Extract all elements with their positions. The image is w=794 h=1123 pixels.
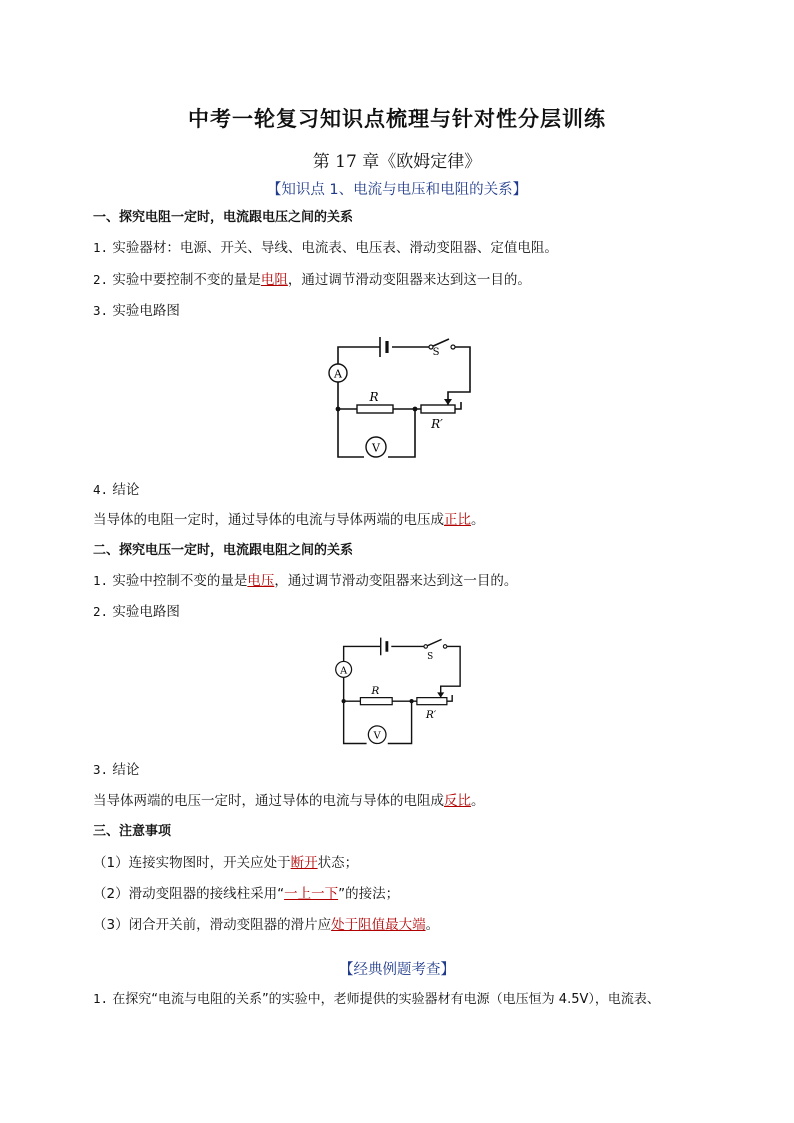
section-heading-3: 三、注意事项: [93, 824, 172, 839]
junction-node: [336, 407, 341, 412]
line-number: 2.: [93, 272, 109, 287]
answer-text: 电阻: [260, 272, 288, 288]
line-text: 当导体的电阻一定时，通过导体的电流与导体两端的电压成: [93, 512, 444, 528]
line-text: 滑动变阻器的接线柱采用“: [128, 886, 285, 902]
rheostat-symbol: [417, 698, 447, 705]
line-text: 实验电路图: [112, 604, 180, 620]
part1-line-3: [93, 299, 180, 319]
resistor-symbol: [357, 405, 393, 413]
junction-node: [413, 407, 418, 412]
line-text: 实验电路图: [112, 303, 180, 319]
line-number: 1.: [93, 573, 109, 588]
rheostat-symbol: [421, 405, 455, 413]
chapter-title: 第 17 章《欧姆定律》: [312, 152, 482, 172]
note-number: （3）: [93, 917, 129, 933]
note-1: [93, 851, 358, 871]
line-text: 结论: [112, 762, 140, 778]
answer-text: 断开: [290, 855, 318, 871]
line-text: 当导体两端的电压一定时，通过导体的电流与导体的电阻成: [93, 793, 444, 809]
line-number: 3.: [93, 762, 109, 777]
section-heading-1: 一、探究电阻一定时，电流跟电压之间的关系: [93, 210, 354, 225]
line-text: 。: [471, 512, 485, 528]
page-title: 中考一轮复习知识点梳理与针对性分层训练: [188, 106, 606, 131]
junction-node: [409, 699, 413, 703]
rheostat-slider: [437, 692, 444, 697]
note-2: [93, 882, 399, 902]
line-text: ”的接法；: [338, 886, 400, 902]
question-1: [93, 988, 660, 1007]
part1-conclusion: [93, 508, 485, 528]
switch-terminal: [451, 345, 455, 349]
line-text: 结论: [112, 482, 140, 498]
switch-terminal: [424, 645, 428, 649]
resistor-symbol: [360, 698, 392, 705]
part1-line-1: [93, 236, 558, 256]
line-number: 2.: [93, 604, 109, 619]
rheostat-slider: [444, 399, 452, 405]
circuit-diagram-2: [326, 630, 476, 752]
part2-line-1: [93, 569, 517, 589]
knowledge-point-heading: 【知识点 1、电流与电压和电阻的关系】: [266, 182, 528, 198]
part2-line-3: [93, 758, 139, 778]
switch-label: S: [427, 651, 434, 662]
answer-text: 电压: [247, 573, 275, 589]
answer-text: 一上一下: [284, 886, 339, 902]
line-text: 实验中要控制不变的量是: [112, 272, 261, 288]
voltmeter-label: V: [373, 730, 381, 742]
note-3: [93, 913, 439, 933]
line-text: 实验中控制不变的量是: [112, 573, 248, 589]
answer-text: 处于阻值最大端: [331, 917, 426, 933]
line-text: ，通过调节滑动变阻器来达到这一目的。: [287, 272, 531, 288]
answer-text: 正比: [444, 512, 471, 528]
part2-line-2: [93, 600, 180, 620]
line-number: 1.: [93, 240, 109, 255]
switch-terminal: [443, 645, 447, 649]
note-number: （2）: [93, 886, 129, 902]
part1-line-2: [93, 268, 531, 288]
ammeter-label: A: [334, 367, 342, 381]
rheostat-label: R′: [425, 708, 437, 721]
resistor-label: R: [369, 390, 379, 404]
part2-conclusion: [93, 789, 485, 809]
examples-heading: 【经典例题考查】: [339, 962, 455, 978]
section-heading-2: 二、探究电压一定时，电流跟电阻之间的关系: [93, 543, 354, 558]
line-text: 。: [471, 793, 485, 809]
resistor-label: R: [371, 685, 380, 698]
line-text: 状态；: [317, 855, 359, 871]
line-text: 实验器材：电源、开关、导线、电流表、电压表、滑动变阻器、定值电阻。: [112, 240, 558, 256]
answer-text: 反比: [444, 793, 471, 809]
line-text: 。: [425, 917, 440, 933]
line-text: ，通过调节滑动变阻器来达到这一目的。: [274, 573, 518, 589]
line-number: 4.: [93, 482, 109, 497]
line-text: 连接实物图时，开关应处于: [128, 855, 291, 871]
voltmeter-label: V: [372, 441, 380, 455]
question-text: 在探究“电流与电阻的关系”的实验中，老师提供的实验器材有电源（电压恒为 4.5V），电流表、: [112, 992, 660, 1007]
line-number: 3.: [93, 303, 109, 318]
circuit-diagram-1: [318, 330, 488, 465]
junction-node: [342, 699, 346, 703]
note-number: （1）: [93, 855, 129, 871]
switch-label: S: [432, 347, 440, 358]
rheostat-label: R′: [431, 417, 443, 431]
line-text: 闭合开关前，滑动变阻器的滑片应: [128, 917, 332, 933]
question-number: 1.: [93, 991, 109, 1006]
part1-line-4: [93, 478, 139, 498]
ammeter-label: A: [340, 665, 348, 677]
